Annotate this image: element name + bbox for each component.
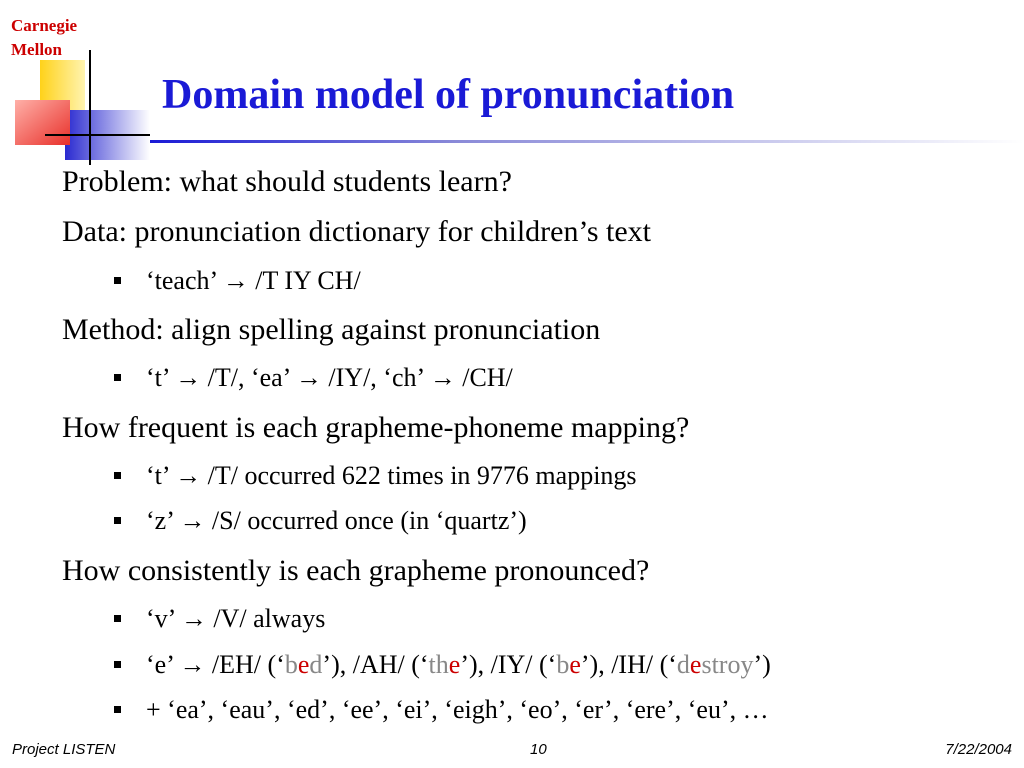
bullet-data: Data: pronunciation dictionary for children’s text xyxy=(62,215,651,248)
red-square xyxy=(15,100,70,145)
example-letter-gray: th xyxy=(428,650,449,679)
bullet-problem: Problem: what should students learn? xyxy=(62,165,512,198)
sub-bullet-text: ‘v’ → /V/ always xyxy=(146,604,326,633)
logo-line-1: Carnegie xyxy=(11,16,78,35)
text-part: ’), /AH/ (‘ xyxy=(322,650,429,679)
example-letter-red: e xyxy=(569,650,581,679)
decorative-squares-graphic xyxy=(10,50,150,170)
square-bullet-icon xyxy=(114,374,121,381)
example-letter-gray: stroy xyxy=(701,650,754,679)
square-bullet-icon xyxy=(114,517,121,524)
sub-bullet-text: ‘t’ → /T/, ‘ea’ → /IY/, ‘ch’ → /CH/ xyxy=(146,363,513,392)
text-part: ’) xyxy=(753,650,771,679)
bullet-frequency: How frequent is each grapheme-phoneme mapping? xyxy=(62,411,690,444)
text-part: ‘e’ → /EH/ (‘ xyxy=(146,650,285,679)
logo-line-2: Mellon xyxy=(11,40,62,59)
example-letter-red: e xyxy=(297,650,310,679)
sub-bullet-text: ‘z’ → /S/ occurred once (in ‘quartz’) xyxy=(146,506,527,535)
sub-bullet-text: ‘teach’ → /T IY CH/ xyxy=(146,266,361,295)
example-letter-gray: b xyxy=(284,650,298,679)
text-part: ’), /IY/ (‘ xyxy=(460,650,557,679)
example-letter-gray: d xyxy=(676,650,690,679)
square-bullet-icon xyxy=(114,706,121,713)
square-bullet-icon xyxy=(114,277,121,284)
sub-bullet-text: ‘t’ → /T/ occurred 622 times in 9776 mappings xyxy=(146,461,637,490)
example-letter-red: e xyxy=(689,650,702,679)
sub-bullet-text xyxy=(146,649,771,681)
example-letter-gray: d xyxy=(309,650,323,679)
example-letter-gray: b xyxy=(556,650,570,679)
title-underline xyxy=(150,140,1024,143)
square-bullet-icon xyxy=(114,615,121,622)
sub-bullet-text: + ‘ea’, ‘eau’, ‘ed’, ‘ee’, ‘ei’, ‘eigh’, ‘eo’, ‘er’, ‘ere’, ‘eu’, … xyxy=(146,695,769,724)
square-bullet-icon xyxy=(114,472,121,479)
footer-date: 7/22/2004 xyxy=(945,741,1012,758)
footer-page-number: 10 xyxy=(530,741,547,758)
slide-title: Domain model of pronunciation xyxy=(162,72,735,118)
square-bullet-icon xyxy=(114,661,121,668)
example-letter-red: e xyxy=(448,650,461,679)
bullet-consistency: How consistently is each grapheme pronounced? xyxy=(62,554,650,587)
bullet-method: Method: align spelling against pronunciation xyxy=(62,313,601,346)
footer-project-name: Project LISTEN xyxy=(12,741,116,758)
text-part: ’), /IH/ (‘ xyxy=(580,650,677,679)
